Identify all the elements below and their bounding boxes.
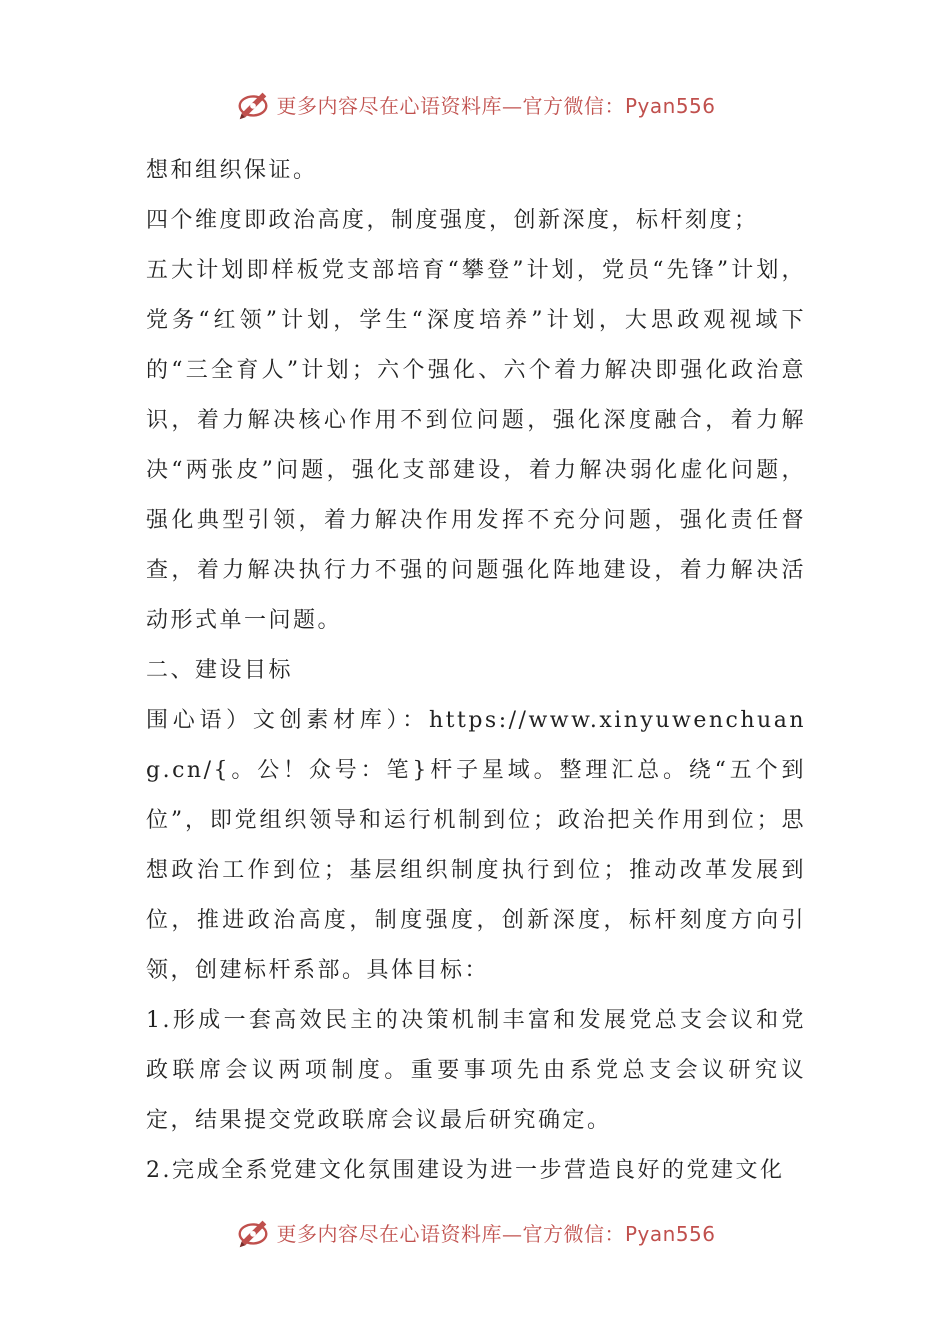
paragraph: 四个维度即政治高度，制度强度，创新深度，标杆刻度； [146,208,759,233]
list-item: 2.完成全系党建文化氛围建设为进一步营造良好的党建文化 [146,1158,785,1183]
paragraph: 想和组织保证。 [146,158,318,183]
pen-logo-icon [234,1213,272,1251]
paragraph: 五大计划即样板党支部培育“攀登”计划，党员“先锋”计划，党务“红领”计划，学生“深度培养”计划，大思政观视域下的“三全育人”计划；六个强化、六个着力解决即强化政治意识，着力解决核心作用不到位问题，强化深度融合，着力解决“两张皮”问题，强化支部建设，着力解决弱化虚化问题，强化典型引领，着力解决作用发挥不充分问题，强化责任督查，着力解决执行力不强的问题强化阵地建设，着力解决活动形式单一问题。 [146,258,806,633]
paragraph: 围心语）文创素材库）：https://www.xinyuwenchuang.cn/{。公！众号：笔}杆子星域。整理汇总。绕“五个到位”，即党组织领导和运行机制到位；政治把关作用到位；思想政治工作到位；基层组织制度执行到位；推动改革发展到位，推进政治高度，制度强度，创新深度，标杆刻度方向引领，创建标杆系部。具体目标： [146,708,806,983]
banner-text: 更多内容尽在心语资料库—官方微信：Pyan556 [276,93,716,118]
footer-watermark-banner [0,1212,950,1252]
pen-logo-icon [234,85,272,123]
list-item: 1.形成一套高效民主的决策机制丰富和发展党总支会议和党政联席会议两项制度。重要事项先由系党总支会议研究议定，结果提交党政联席会议最后研究确定。 [146,1008,806,1133]
document-body [146,146,806,1196]
banner-text: 更多内容尽在心语资料库—官方微信：Pyan556 [276,1221,716,1246]
wechat-id: Pyan556 [624,93,716,118]
section-heading: 二、建设目标 [146,658,294,683]
wechat-id: Pyan556 [624,1221,716,1246]
header-watermark-banner [0,84,950,124]
